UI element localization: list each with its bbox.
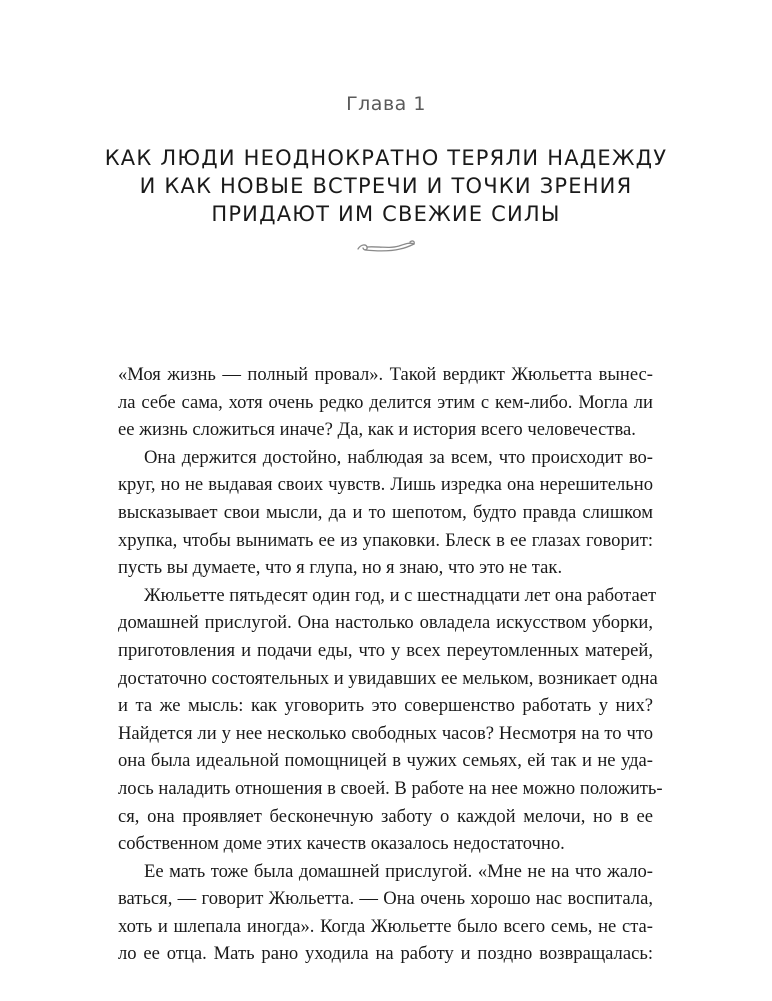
text-line: и та же мысль: как уговорить это совершенство работать у них? <box>118 695 653 717</box>
text-line: собственном доме этих качеств оказалось недостаточно. <box>118 833 565 855</box>
text-line: приготовления и подачи еды, что у всех переутомленных матерей, <box>118 639 653 661</box>
chapter-title-line: И КАК НОВЫЕ ВСТРЕЧИ И ТОЧКИ ЗРЕНИЯ <box>139 174 633 198</box>
text-line: круг, но не выдавая своих чувств. Лишь изредка она нерешительно <box>118 474 653 496</box>
text-line: ла себе сама, хотя очень редко делится этим с кем-либо. Могла ли <box>118 391 653 413</box>
text-line: ваться, — говорит Жюльетта. — Она очень хорошо нас воспитала, <box>118 888 653 910</box>
text-line: лось наладить отношения в своей. В работе на нее можно положить- <box>118 777 663 799</box>
text-line: «Моя жизнь — полный провал». Такой вердикт Жюльетта вынес- <box>118 364 653 385</box>
chapter-title-line: ПРИДАЮТ ИМ СВЕЖИЕ СИЛЫ <box>211 202 561 226</box>
chapter-title-line: КАК ЛЮДИ НЕОДНОКРАТНО ТЕРЯЛИ НАДЕЖДУ <box>104 146 668 170</box>
text-line: ло ее отца. Мать рано уходила на работу и поздно возвращалась: <box>118 943 653 965</box>
text-line: Она держится достойно, наблюдая за всем, что происходит во- <box>144 446 653 468</box>
text-line: Ее мать тоже была домашней прислугой. «Мне не на что жало- <box>144 860 653 882</box>
text-line: домашней прислугой. Она настолько овладела искусством уборки, <box>118 612 653 634</box>
body-text <box>118 361 663 968</box>
text-line: хоть и шлепала иногда». Когда Жюльетте было всего семь, не ста- <box>118 915 653 937</box>
text-line: хрупка, чтобы вынимать ее из упаковки. Блеск в ее глазах говорит: <box>118 529 653 551</box>
flourish-ornament-icon <box>355 236 417 256</box>
text-line: Найдется ли у нее несколько свободных часов? Несмотря на то что <box>118 722 653 744</box>
text-line: ся, она проявляет бесконечную заботу о каждой мелочи, но в ее <box>118 805 653 827</box>
text-line: достаточно состоятельных и увидавших ее мельком, возникает одна <box>118 667 658 689</box>
chapter-label: Глава 1 <box>346 93 426 115</box>
text-line: высказывает свои мысли, да и то шепотом, будто правда слишком <box>118 501 653 523</box>
text-line: пусть вы думаете, что я глупа, но я знаю, что это не так. <box>118 557 563 579</box>
chapter-title <box>0 144 772 228</box>
text-line: ее жизнь сложиться иначе? Да, как и история всего человечества. <box>118 419 636 441</box>
text-line: Жюльетте пятьдесят один год, и с шестнадцати лет она работает <box>144 584 657 606</box>
text-line: она была идеальной помощницей в чужих семьях, ей так и не уда- <box>118 750 653 772</box>
